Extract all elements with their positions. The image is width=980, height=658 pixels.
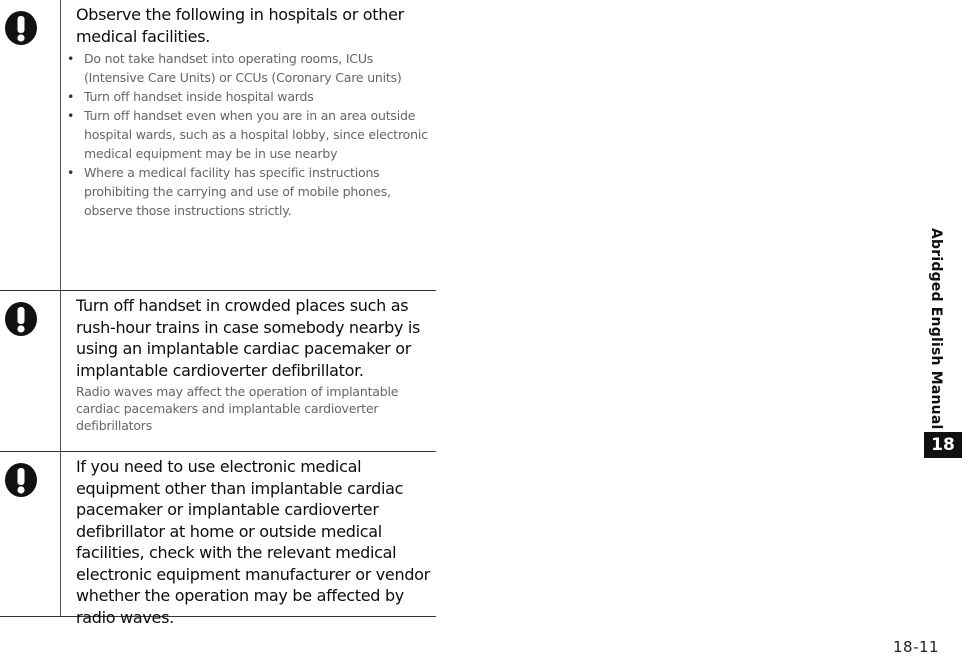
icon-cell	[0, 452, 61, 616]
bullet-item: • Turn off handset even when you are in an area outside hospital wards, such as a hospital lobby, since electronic medical equipment may be in use nearby	[67, 108, 428, 161]
icon-cell	[0, 0, 61, 290]
exclamation-icon	[4, 301, 38, 337]
warning-row	[0, 291, 436, 452]
bullet-item: • Do not take handset into operating rooms, ICUs (Intensive Care Units) or CCUs (Coronary Care units)	[67, 51, 402, 85]
bullet-item: • Where a medical facility has specific instructions prohibiting the carrying and use of mobile phones, observe those instructions strictly.	[67, 165, 391, 218]
bullet-item: • Turn off handset inside hospital wards	[67, 89, 314, 104]
exclamation-icon	[4, 10, 38, 46]
warning-lead: If you need to use electronic medical equipment other than implantable cardiac pacemaker or implantable cardioverter defibrillator at home or outside medical facilities, check with the relevant medical electronic equipment manufacturer or vendor whether the operation may be affected by radio waves.	[76, 457, 430, 627]
bullet-dot: •	[67, 89, 75, 104]
warning-row	[0, 0, 436, 291]
page-number: 18-11	[893, 638, 940, 656]
warning-lead: Observe the following in hospitals or other medical facilities.	[76, 5, 404, 46]
warning-detail: Radio waves may affect the operation of implantable cardiac pacemakers and implantable cardioverter defibrillators	[76, 384, 399, 433]
bullet-list	[67, 49, 434, 220]
warning-text	[67, 4, 434, 220]
section-tab-title: Abridged English Manual	[928, 228, 944, 430]
bullet-dot: •	[67, 108, 75, 123]
chapter-badge: 18	[924, 432, 962, 458]
icon-cell	[0, 291, 61, 451]
bullet-dot: •	[67, 51, 75, 66]
warning-row	[0, 452, 436, 627]
bullet-dot: •	[67, 165, 75, 180]
warning-lead: Turn off handset in crowded places such as rush-hour trains in case somebody nearby is using an implantable cardiac pacemaker or implantable cardioverter defibrillator.	[76, 296, 421, 380]
warning-text	[76, 295, 434, 434]
exclamation-icon	[4, 462, 38, 498]
warning-text	[76, 456, 434, 628]
